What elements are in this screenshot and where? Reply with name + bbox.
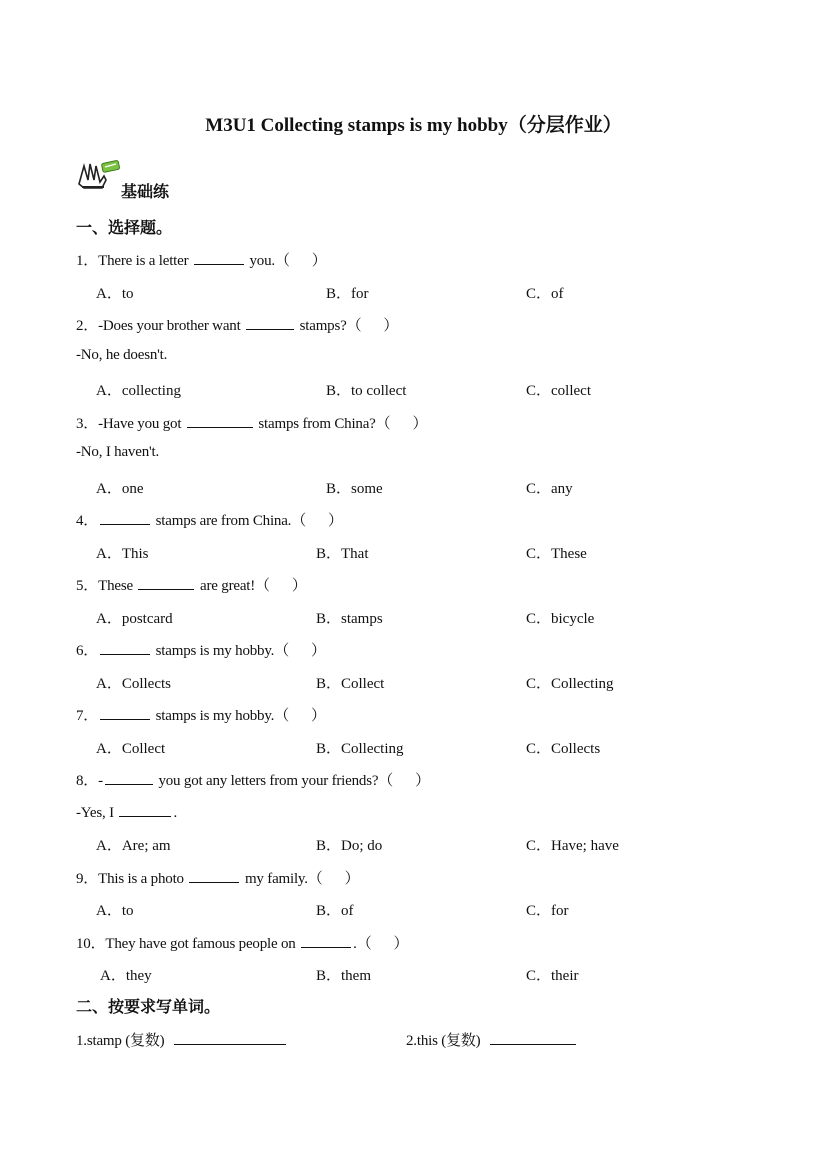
hand-icon	[76, 158, 122, 192]
option-a: A．to	[96, 286, 134, 302]
option-a: A．Collects	[96, 676, 171, 692]
option-b: B．Do; do	[316, 838, 383, 854]
option-b: B．Collecting	[316, 741, 404, 757]
question-text: -Yes, I	[76, 805, 118, 821]
question-5	[76, 574, 307, 595]
question-8	[76, 769, 430, 790]
option-b: B．some	[326, 481, 383, 497]
option-c: C．Collects	[526, 741, 601, 757]
answer-blank[interactable]	[138, 575, 194, 590]
question-9	[76, 867, 359, 888]
option-c: C．of	[526, 286, 564, 302]
dialogue-reply	[76, 802, 177, 822]
question-text: you got any letters from your friends?（	[154, 773, 394, 789]
question-text: ）	[328, 513, 343, 529]
section-heading: 一、选择题。	[76, 220, 173, 237]
question-text: 6．	[76, 643, 99, 659]
option-a: A．Collect	[96, 741, 166, 757]
question-text: ）	[311, 253, 327, 269]
question-text: ）	[415, 773, 430, 789]
question-text: 9．This is a photo	[76, 871, 188, 887]
question-10	[76, 932, 408, 953]
question-text: you.（	[245, 253, 290, 269]
question-6	[76, 639, 326, 660]
answer-blank[interactable]	[100, 705, 150, 720]
question-text: 3．-Have you got	[76, 416, 185, 432]
question-text: stamps?（	[296, 318, 362, 334]
question-text: 2.this (复数)	[406, 1033, 481, 1049]
option-b: B．That	[316, 546, 369, 562]
word-item-1	[76, 1029, 288, 1050]
option-c: C．collect	[526, 383, 591, 399]
question-text: stamps from China?（	[254, 416, 391, 432]
question-text: ）	[291, 578, 307, 594]
answer-blank[interactable]	[301, 933, 351, 948]
answer-blank[interactable]	[119, 802, 171, 817]
question-7	[76, 704, 326, 725]
option-b: B．for	[326, 286, 369, 302]
question-text: stamps are from China.（	[152, 513, 307, 529]
option-a: A．Are; am	[96, 838, 171, 854]
answer-blank[interactable]	[105, 770, 153, 785]
question-text: ）	[311, 643, 326, 659]
question-text: stamps is my hobby.（	[152, 708, 290, 724]
dialogue-reply: -No, he doesn't.	[76, 347, 168, 363]
question-2	[76, 314, 398, 335]
answer-blank[interactable]	[100, 640, 150, 655]
question-text: stamps is my hobby.（	[152, 643, 290, 659]
dialogue-reply: -No, I haven't.	[76, 444, 160, 460]
option-b: B．Collect	[316, 676, 385, 692]
question-1	[76, 249, 327, 270]
option-a: A．collecting	[96, 383, 181, 399]
option-b: B．to collect	[326, 383, 407, 399]
option-a: A．they	[100, 968, 152, 984]
question-text: .	[173, 805, 178, 821]
question-text: 10．They have got famous people on	[76, 936, 300, 952]
option-b: B．of	[316, 903, 354, 919]
option-a: A．one	[96, 481, 144, 497]
page-title: M3U1 Collecting stamps is my hobby（分层作业）	[205, 115, 622, 136]
option-b: B．stamps	[316, 611, 383, 627]
question-text: ）	[344, 871, 360, 887]
question-text: 7．	[76, 708, 99, 724]
option-a: A．This	[96, 546, 149, 562]
question-text: ）	[412, 416, 428, 432]
answer-blank[interactable]	[490, 1030, 576, 1045]
section-heading: 二、按要求写单词。	[76, 999, 221, 1016]
question-text: .（	[353, 936, 372, 952]
question-3	[76, 412, 427, 433]
question-text: ）	[393, 936, 409, 952]
option-a: A．postcard	[96, 611, 173, 627]
option-b: B．them	[316, 968, 371, 984]
option-c: C．any	[526, 481, 573, 497]
question-text: 4．	[76, 513, 99, 529]
option-c: C．their	[526, 968, 579, 984]
question-4	[76, 509, 343, 530]
option-c: C．bicycle	[526, 611, 595, 627]
answer-blank[interactable]	[187, 413, 253, 428]
option-c: C．for	[526, 903, 569, 919]
question-text: my family.（	[241, 871, 323, 887]
answer-blank[interactable]	[189, 868, 239, 883]
question-text: ）	[311, 708, 326, 724]
question-text: 5．These	[76, 578, 137, 594]
answer-blank[interactable]	[194, 250, 244, 265]
answer-blank[interactable]	[100, 510, 150, 525]
question-text: 1.stamp (复数)	[76, 1033, 165, 1049]
question-text: 1．There is a letter	[76, 253, 192, 269]
word-item-2	[406, 1029, 578, 1050]
option-a: A．to	[96, 903, 134, 919]
option-c: C．Collecting	[526, 676, 614, 692]
answer-blank[interactable]	[174, 1030, 286, 1045]
option-c: C．These	[526, 546, 587, 562]
level-label: 基础练	[121, 184, 170, 201]
question-text: ）	[383, 318, 399, 334]
question-text: 8．-	[76, 773, 103, 789]
option-c: C．Have; have	[526, 838, 619, 854]
answer-blank[interactable]	[246, 315, 294, 330]
question-text: are great!（	[196, 578, 270, 594]
question-text: 2．-Does your brother want	[76, 318, 245, 334]
